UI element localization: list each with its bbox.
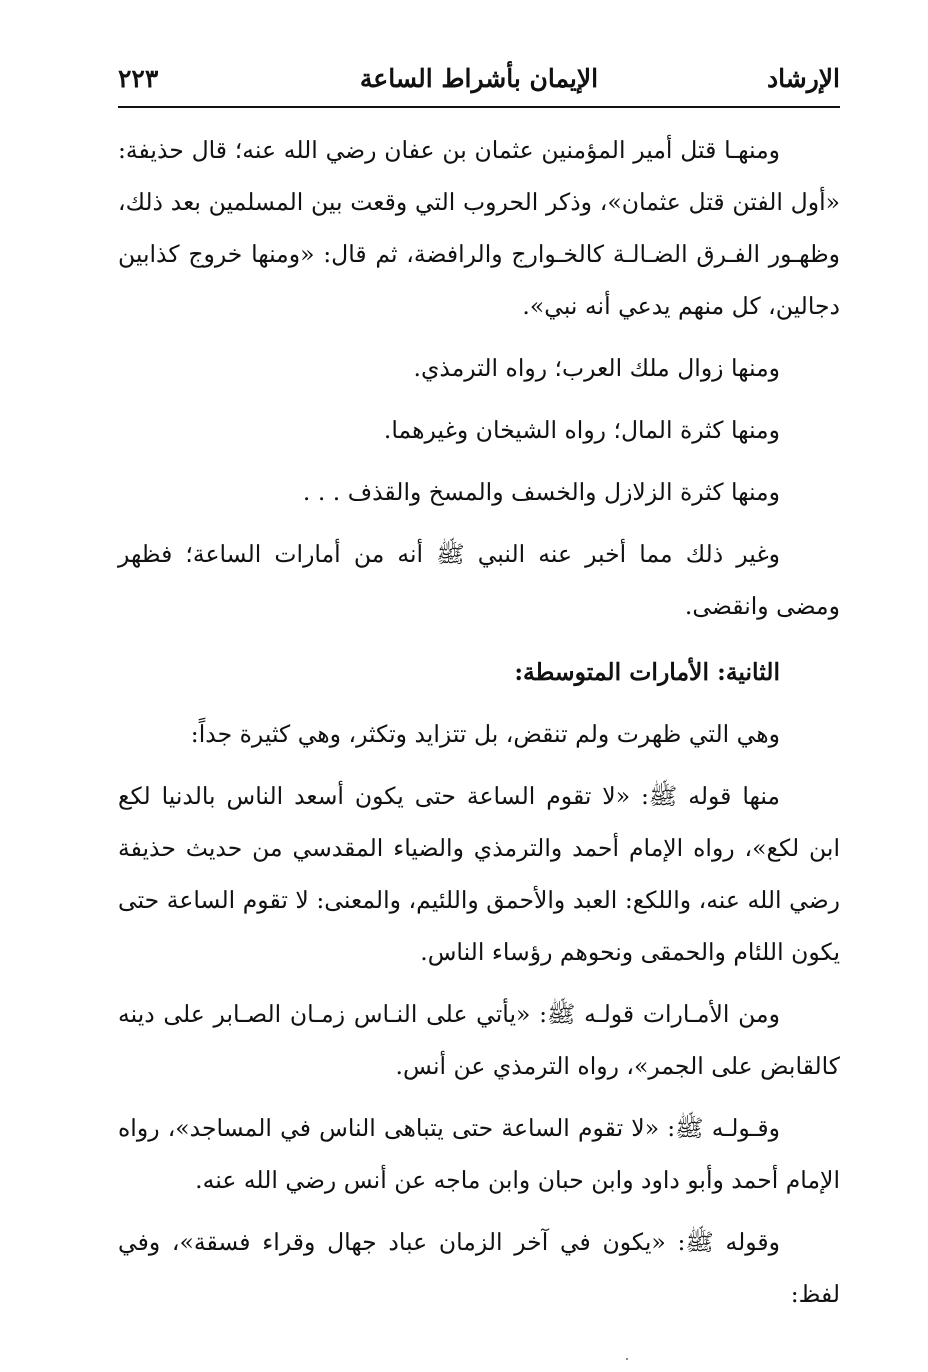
header-section: الإرشاد: [767, 64, 840, 93]
paragraph: ومنها كثرة الزلازل والخسف والمسخ والقذف . . .: [302, 478, 780, 506]
paragraph: وقوله ﷺ: «يكون في آخر الزمان عباد جهال وقراء فسقة»، وفي لفظ:: [118, 1228, 840, 1308]
page-body: [118, 124, 840, 1330]
paragraph: ومنها زوال ملك العرب؛ رواه الترمذي.: [413, 354, 780, 382]
running-header: [118, 58, 840, 106]
header-rule: [118, 106, 840, 108]
paragraph: ومنهـا قتل أمير المؤمنين عثمان بن عفان رضي الله عنه؛ قال حذيفة: «أول الفتن قتل عثمان»، وذكر الحروب التي وقعت بين المسلمين بعد ذلك، وظهـور الفـرق الضـالـة كالخـوارج والرافضة، ثم قال: «ومنها خروج كذابين دجالين، كل منهم يدعي أنه نبي».: [118, 136, 840, 320]
paragraph: وغير ذلك مما أخبر عنه النبي ﷺ أنه من أمارات الساعة؛ فظهر ومضى وانقضى.: [118, 540, 840, 620]
paragraph: منها قوله ﷺ: «لا تقوم الساعة حتى يكون أسعد الناس بالدنيا لكع ابن لكع»، رواه الإمام أحمد والترمذي والضياء المقدسي من حديث حذيفة رضي الله عنه، واللكع: العبد والأحمق واللئيم، والمعنى: لا تقوم الساعة حتى يكون اللئام والحمقى ونحوهم رؤساء الناس.: [118, 782, 840, 966]
paragraph: ومن الأمـارات قولـه ﷺ: «يأتي على النـاس زمـان الصـابر على دينه كالقابض على الجمر»، رواه الترمذي عن أنس.: [118, 1000, 840, 1080]
page-number: ٢٢٣: [118, 64, 159, 93]
header-title: الإيمان بأشراط الساعة: [359, 64, 599, 93]
section-heading: الثانية: الأمارات المتوسطة:: [514, 658, 780, 686]
paragraph: وقـولـه ﷺ: «لا تقوم الساعة حتى يتباهى الناس في المساجد»، رواه الإمام أحمد وأبو داود وابن حبان وابن ماجه عن أنس رضي الله عنه.: [118, 1114, 840, 1194]
paragraph: ومنها كثرة المال؛ رواه الشيخان وغيرهما.: [383, 416, 780, 444]
paragraph: وهي التي ظهرت ولم تنقض، بل تتزايد وتكثر، وهي كثيرة جداً:: [190, 720, 780, 748]
scan-speck: [626, 1358, 628, 1360]
